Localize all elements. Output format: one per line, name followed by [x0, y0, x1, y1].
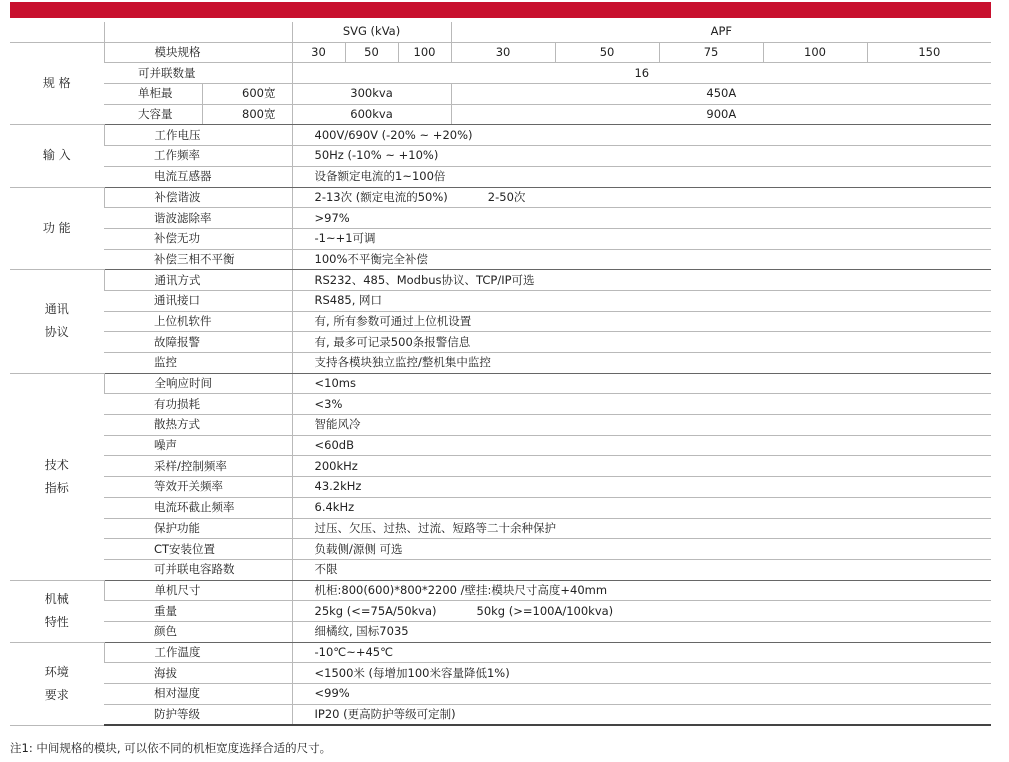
spec-row	[10, 125, 991, 146]
spec-row	[10, 311, 991, 332]
spec-value-text: 25kg (<=75A/50kva)	[314, 603, 437, 618]
spec-label: 补偿无功	[104, 228, 292, 249]
spec-label: 工作电压	[104, 125, 292, 146]
spec-label: 采样/控制频率	[104, 456, 292, 477]
spec-row	[10, 518, 991, 539]
spec-value	[292, 125, 991, 146]
spec-label: 等效开关频率	[104, 477, 292, 498]
apf-size: 150	[867, 42, 991, 63]
category-cell	[10, 373, 104, 580]
spec-row	[10, 580, 991, 601]
category-cell	[10, 642, 104, 725]
parallel-label: 可并联数量	[104, 63, 292, 84]
spec-value-text-secondary: 2-50次	[487, 189, 526, 204]
spec-value	[292, 311, 991, 332]
spec-label: 故障报警	[104, 332, 292, 353]
spec-value-text: 100%不平衡完全补偿	[314, 251, 428, 266]
single-cabinet-width: 600宽	[202, 84, 292, 105]
category-cell	[10, 270, 104, 373]
spec-row	[10, 497, 991, 518]
spec-label: 噪声	[104, 435, 292, 456]
spec-value	[292, 497, 991, 518]
spec-label: 通讯方式	[104, 270, 292, 291]
spec-value	[292, 601, 991, 622]
spec-row	[10, 228, 991, 249]
spec-row	[10, 146, 991, 167]
spec-label: 电流互感器	[104, 166, 292, 187]
max-capacity-label: 大容量	[104, 104, 202, 125]
spec-label: 防护等级	[104, 704, 292, 725]
spec-row	[10, 208, 991, 229]
spec-value-text: 智能风冷	[314, 417, 361, 432]
apf-size: 30	[451, 42, 555, 63]
svg-size: 100	[398, 42, 451, 63]
max-capacity-row	[10, 104, 991, 125]
category-label: 特性	[44, 615, 69, 630]
spec-row	[10, 373, 991, 394]
spec-row	[10, 187, 991, 208]
spec-label: 海拔	[104, 663, 292, 684]
spec-value	[292, 456, 991, 477]
spec-row	[10, 435, 991, 456]
apf-header: APF	[451, 22, 991, 42]
svg-header: SVG (kVa)	[292, 22, 451, 42]
spec-value	[292, 663, 991, 684]
spec-value	[292, 270, 991, 291]
category-label: 指标	[44, 480, 69, 495]
spec-value-text: >97%	[314, 210, 350, 225]
spec-label: 工作温度	[104, 642, 292, 663]
spec-label: 全响应时间	[104, 373, 292, 394]
spec-value	[292, 580, 991, 601]
spec-label: 补偿谐波	[104, 187, 292, 208]
spec-value	[292, 415, 991, 436]
spec-label: 重量	[104, 601, 292, 622]
top-red-bar	[10, 2, 991, 18]
apf-size: 75	[659, 42, 763, 63]
max-capacity-apf: 900A	[451, 104, 991, 125]
spec-label: 保护功能	[104, 518, 292, 539]
spec-label: 上位机软件	[104, 311, 292, 332]
spec-value	[292, 394, 991, 415]
spec-row	[10, 601, 991, 622]
spec-value	[292, 704, 991, 725]
spec-row	[10, 332, 991, 353]
footnote: 注1: 中间规格的模块, 可以依不同的机柜宽度选择合适的尺寸。	[10, 741, 332, 755]
module-spec-label: 模块规格	[104, 42, 292, 63]
spec-value-text: 6.4kHz	[314, 500, 355, 515]
spec-value-text: <10ms	[314, 376, 356, 391]
spec-row	[10, 270, 991, 291]
spec-label: 电流环截止频率	[104, 497, 292, 518]
spec-table	[10, 22, 991, 726]
spec-value-text: 50Hz (-10% ~ +10%)	[314, 148, 439, 163]
spec-value	[292, 353, 991, 374]
spec-value-text: -1~+1可调	[314, 231, 376, 246]
spec-value-text: 200kHz	[314, 458, 358, 473]
spec-value	[292, 477, 991, 498]
parallel-value: 16	[292, 63, 991, 84]
spec-value-text: 细橘纹, 国标7035	[314, 624, 409, 639]
single-cabinet-apf: 450A	[451, 84, 991, 105]
spec-row	[10, 477, 991, 498]
spec-value	[292, 249, 991, 270]
spec-row	[10, 456, 991, 477]
spec-value-text: 有, 最多可记录500条报警信息	[314, 334, 471, 349]
spec-row	[10, 353, 991, 374]
spec-value-text: RS485, 网口	[314, 293, 383, 308]
spec-label: 补偿三相不平衡	[104, 249, 292, 270]
spec-label: 工作频率	[104, 146, 292, 167]
spec-value	[292, 290, 991, 311]
category-label: 机械	[44, 592, 69, 607]
spec-row	[10, 166, 991, 187]
parallel-row	[10, 63, 991, 84]
category-label: 环境	[44, 664, 69, 679]
spec-value-text: 43.2kHz	[314, 479, 362, 494]
spec-value-text: RS232、485、Modbus协议、TCP/IP可选	[314, 272, 535, 287]
spec-row	[10, 249, 991, 270]
spec-value	[292, 539, 991, 560]
category-cell	[10, 187, 104, 270]
spec-value-text-secondary: 50kg (>=100A/100kva)	[476, 603, 614, 618]
spec-row	[10, 290, 991, 311]
spec-label: 散热方式	[104, 415, 292, 436]
category-label: 功 能	[42, 220, 71, 235]
spec-value	[292, 332, 991, 353]
single-cabinet-svg: 300kva	[292, 84, 451, 105]
spec-value-text: <1500米 (每增加100米容量降低1%)	[314, 665, 510, 680]
spec-value-text: 不限	[314, 562, 338, 577]
spec-value	[292, 435, 991, 456]
spec-value-text: 有, 所有参数可通过上位机设置	[314, 313, 472, 328]
spec-value	[292, 146, 991, 167]
spec-value	[292, 559, 991, 580]
spec-label: CT安装位置	[104, 539, 292, 560]
spec-row	[10, 415, 991, 436]
spec-value-text: <60dB	[314, 438, 354, 453]
spec-label: 单机尺寸	[104, 580, 292, 601]
apf-size: 100	[763, 42, 867, 63]
category-label: 协议	[44, 325, 69, 340]
spec-value	[292, 228, 991, 249]
spec-value-text: IP20 (更高防护等级可定制)	[314, 707, 456, 722]
spec-value	[292, 518, 991, 539]
spec-row	[10, 539, 991, 560]
svg-size: 30	[292, 42, 345, 63]
spec-label: 相对湿度	[104, 684, 292, 705]
spec-value-text: <99%	[314, 686, 350, 701]
spec-label: 通讯接口	[104, 290, 292, 311]
spec-value-text: 支持各模块独立监控/整机集中监控	[314, 355, 491, 370]
spec-value-text: <3%	[314, 396, 343, 411]
spec-value	[292, 642, 991, 663]
spec-value-text: 机柜:800(600)*800*2200 /壁挂:模块尺寸高度+40mm	[314, 582, 608, 597]
category-cell	[10, 580, 104, 642]
header-row	[10, 22, 991, 42]
category-label: 技术	[44, 457, 69, 472]
svg-size: 50	[345, 42, 398, 63]
single-cabinet-row	[10, 84, 991, 105]
spec-row	[10, 394, 991, 415]
spec-value	[292, 166, 991, 187]
spec-label: 颜色	[104, 621, 292, 642]
spec-label: 监控	[104, 353, 292, 374]
category-label: 输 入	[42, 148, 71, 163]
spec-value	[292, 373, 991, 394]
single-cabinet-label: 单柜最	[104, 84, 202, 105]
spec-row	[10, 642, 991, 663]
spec-label: 谐波滤除率	[104, 208, 292, 229]
spec-label: 可并联电容路数	[104, 559, 292, 580]
spec-row	[10, 684, 991, 705]
spec-value-text: 400V/690V (-20% ~ +20%)	[314, 127, 473, 142]
spec-row	[10, 663, 991, 684]
spec-value	[292, 208, 991, 229]
spec-value	[292, 187, 991, 208]
spec-value-text: 设备额定电流的1~100倍	[314, 169, 446, 184]
spec-value	[292, 621, 991, 642]
category-spec: 规 格	[10, 42, 104, 125]
category-label: 要求	[44, 687, 69, 702]
spec-row	[10, 621, 991, 642]
spec-value-text: 负载侧/源侧 可选	[314, 541, 403, 556]
max-capacity-svg: 600kva	[292, 104, 451, 125]
spec-value-text: 过压、欠压、过热、过流、短路等二十余种保护	[314, 520, 556, 535]
spec-value-text: -10℃~+45℃	[314, 644, 394, 659]
spec-row	[10, 704, 991, 725]
category-label: 通讯	[44, 302, 69, 317]
spec-value	[292, 684, 991, 705]
spec-value-text: 2-13次 (额定电流的50%)	[314, 189, 448, 204]
spec-label: 有功损耗	[104, 394, 292, 415]
apf-size: 50	[555, 42, 659, 63]
category-cell	[10, 125, 104, 187]
spec-row	[10, 559, 991, 580]
max-capacity-width: 800宽	[202, 104, 292, 125]
module-size-row	[10, 42, 991, 63]
